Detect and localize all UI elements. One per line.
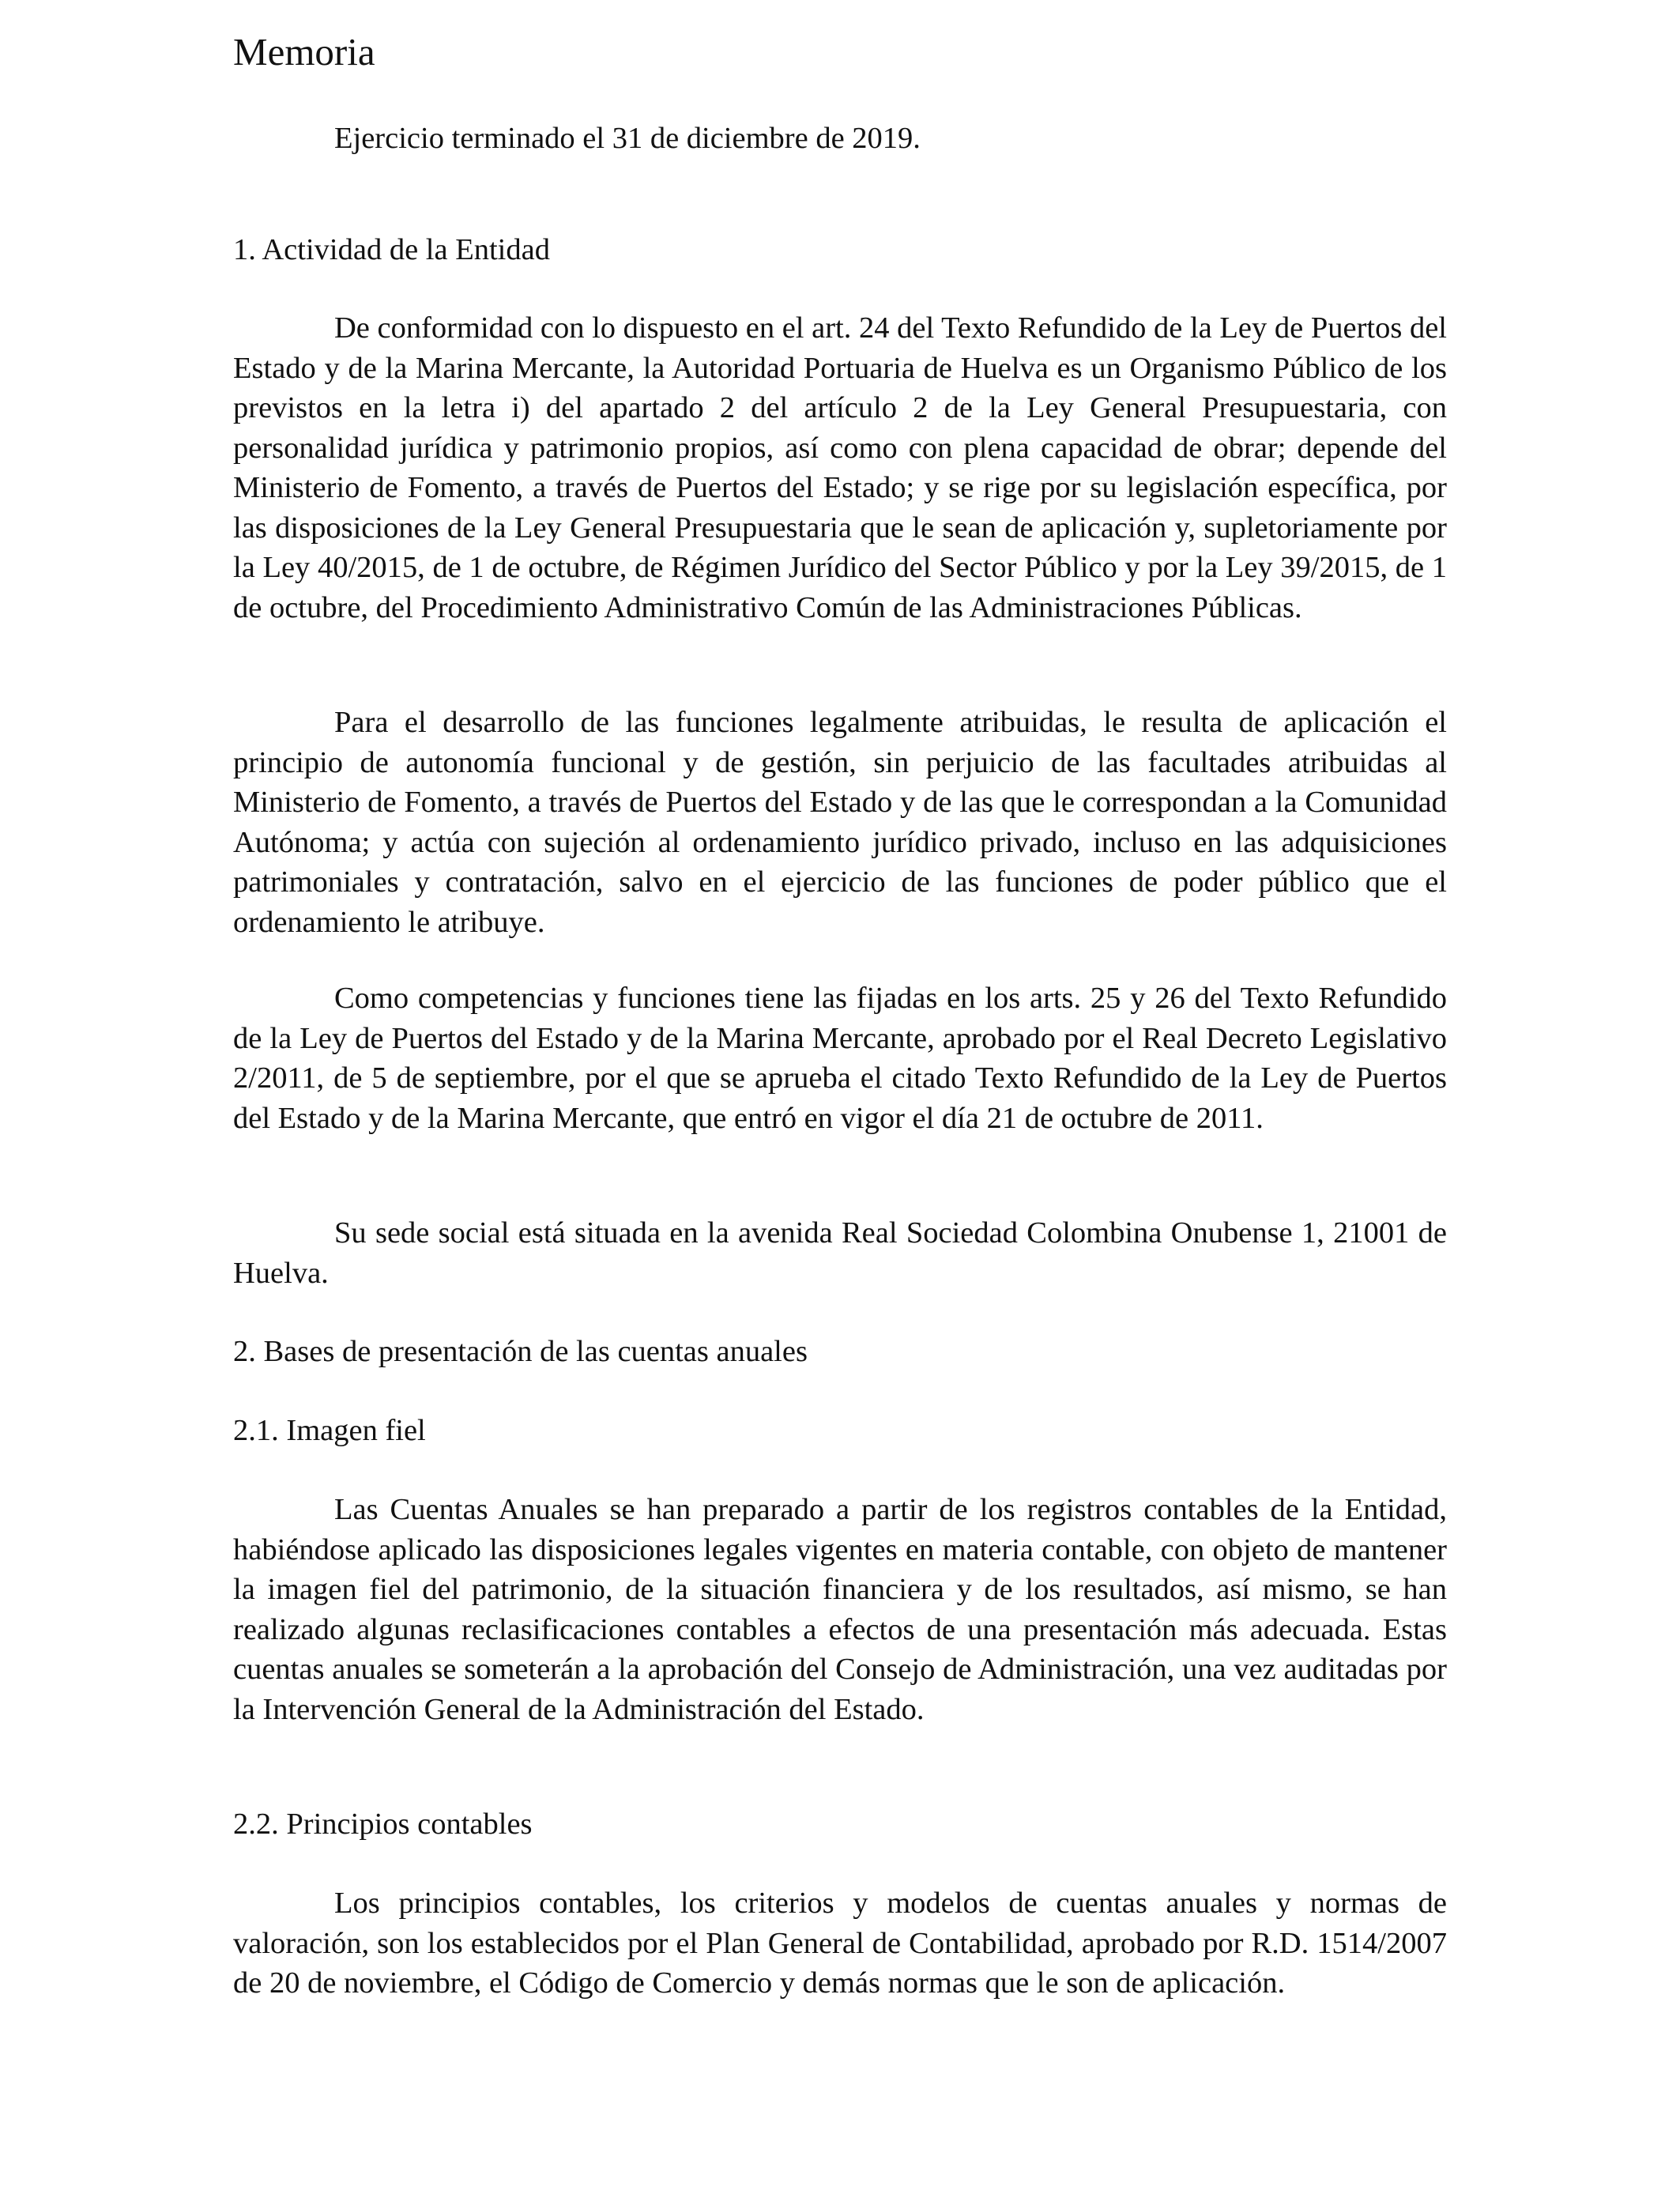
document-title: Memoria [233,30,375,74]
section-2-2-heading: 2.2. Principios contables [233,1808,533,1841]
section-2-2-paragraph: Los principios contables, los criterios y modelos de cuentas anuales y normas de valoración, son los establecidos por el Plan General de Contabilidad, aprobado por R.D. 1514/2007 de 20 de noviembre, el Código de Comercio y demás normas que le son de aplicación. [233,1887,1447,2000]
section-2-1-paragraph: Las Cuentas Anuales se han preparado a partir de los registros contables de la Entidad, habiéndose aplicado las disposiciones legales vigentes en materia contable, con objeto de mantener la imagen fiel del patrimonio, de la situación financiera y de los resultados, así mismo, se han realizado algunas reclasificaciones contables a efectos de una presentación más adecuada. Estas cuentas anuales se someterán a la aprobación del Consejo de Administración, una vez auditadas por la Intervención General de la Administración del Estado. [233,1493,1447,1726]
section-1-paragraph-1: De conformidad con lo dispuesto en el art. 24 del Texto Refundido de la Ley de Puertos del Estado y de la Marina Mercante, la Autoridad Portuaria de Huelva es un Organismo Público de los previstos en la letra i) del apartado 2 del artículo 2 de la Ley General Presupuestaria, con personalidad jurídica y patrimonio propios, así como con plena capacidad de obrar; depende del Ministerio de Fomento, a través de Puertos del Estado; y se rige por su legislación específica, por las disposiciones de la Ley General Presupuestaria que le sean de aplicación y, supletoriamente por la Ley 40/2015, de 1 de octubre, de Régimen Jurídico del Sector Público y por la Ley 39/2015, de 1 de octubre, del Procedimiento Administrativo Común de las Administraciones Públicas. [233,311,1447,624]
section-2-1-heading: 2.1. Imagen fiel [233,1414,426,1447]
section-1-paragraph-2: Para el desarrollo de las funciones legalmente atribuidas, le resulta de aplicación el principio de autonomía funcional y de gestión, sin perjuicio de las facultades atribuidas al Ministerio de Fomento, a través de Puertos del Estado y de las que le correspondan a la Comunidad Autónoma; y actúa con sujeción al ordenamiento jurídico privado, incluso en las adquisiciones patrimoniales y contratación, salvo en el ejercicio de las funciones de poder público que el ordenamiento le atribuye. [233,706,1447,939]
section-2-heading: 2. Bases de presentación de las cuentas anuales [233,1335,808,1368]
section-1-paragraph-3: Como competencias y funciones tiene las fijadas en los arts. 25 y 26 del Texto Refundido de la Ley de Puertos del Estado y de la Marina Mercante, aprobado por el Real Decreto Legislativo 2/2011, de 5 de septiembre, por el que se aprueba el citado Texto Refundido de la Ley de Puertos del Estado y de la Marina Mercante, que entró en vigor el día 21 de octubre de 2011. [233,982,1447,1135]
section-1-heading: 1. Actividad de la Entidad [233,233,550,266]
section-1-paragraph-4: Su sede social está situada en la avenida Real Sociedad Colombina Onubense 1, 21001 de Huelva. [233,1216,1447,1290]
fiscal-year-subtitle: Ejercicio terminado el 31 de diciembre de 2019. [334,122,921,155]
